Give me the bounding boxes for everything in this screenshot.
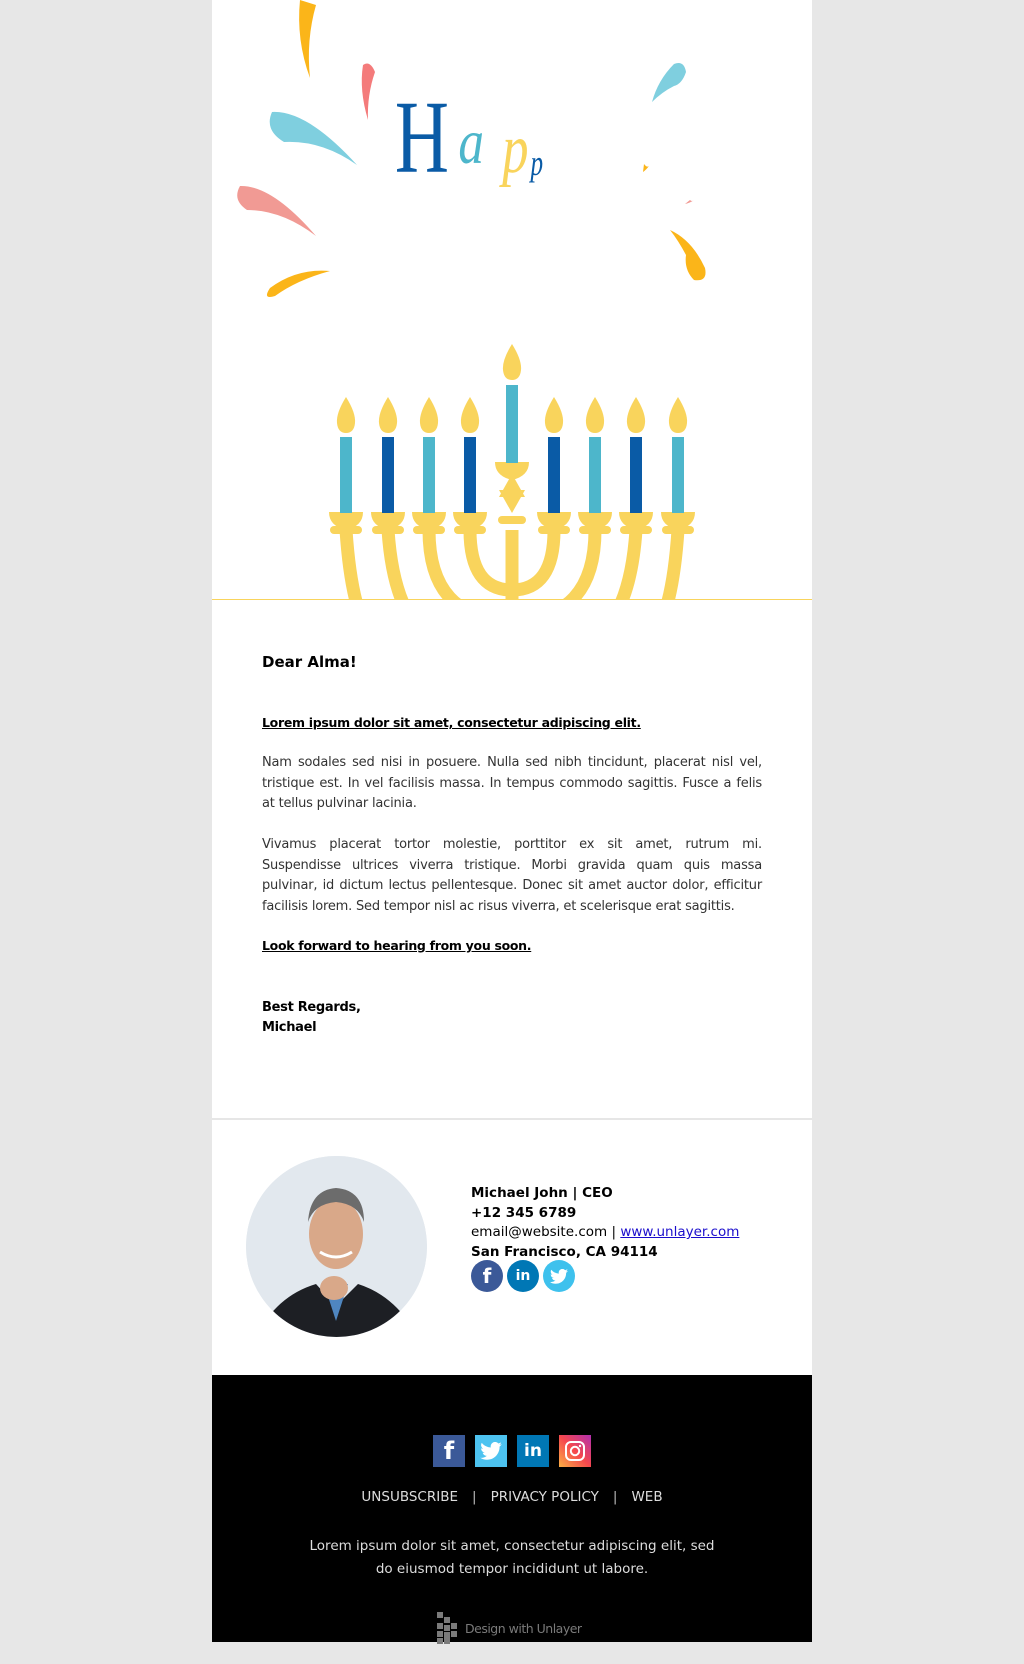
signature-details [471, 1184, 739, 1262]
signature-social-icons [471, 1260, 575, 1292]
avatar [246, 1156, 427, 1337]
footer-facebook-icon[interactable]: f [433, 1435, 465, 1467]
sign-off-text: Best Regards, [262, 1000, 361, 1015]
closing-line: Look forward to hearing from you soon. [262, 938, 532, 953]
sender-name: Michael [262, 1020, 317, 1035]
svg-text:a: a [458, 105, 484, 178]
splash-salmon [237, 186, 316, 236]
twitter-bird-icon [550, 1269, 568, 1284]
footer-instagram-icon[interactable] [559, 1435, 591, 1467]
footer-text [212, 1535, 812, 1581]
message-body [212, 600, 812, 1118]
twitter-bird-icon [480, 1442, 502, 1460]
paragraph-2: Vivamus placerat tortor molestie, porttitor ex sit amet, rutrum mi. Suspendisse ultrices viverra tristique. Morbi gravida quam quis massa pulvinar, id dictum lectus pellentesque. Donec sit amet auctor dolor, efficitur facilisis lorem. Sed tempor nisl ac risus viverra, et scelerisque erat sagittis. [262, 837, 762, 914]
signature-separator: | [611, 1224, 617, 1240]
splash-sky-left [270, 112, 357, 165]
sign-off [262, 998, 361, 1038]
splash-orange-left [267, 271, 330, 297]
footer-social-icons [212, 1435, 812, 1467]
signature-email[interactable]: email@website.com [471, 1224, 608, 1240]
unsubscribe-link[interactable]: UNSUBSCRIBE [361, 1489, 459, 1505]
privacy-policy-link[interactable]: PRIVACY POLICY [490, 1489, 599, 1505]
instagram-camera-icon [564, 1440, 586, 1462]
signature-contact-line [471, 1223, 739, 1243]
person-photo [246, 1156, 427, 1337]
svg-text:p: p [502, 110, 529, 188]
linkedin-icon[interactable]: in [507, 1260, 539, 1292]
footer-text-line-2: do eiusmod tempor incididunt ut labore. [375, 1561, 649, 1577]
signature-phone: +12 345 6789 [471, 1204, 577, 1221]
twitter-icon[interactable] [543, 1260, 575, 1292]
facebook-icon[interactable]: f [471, 1260, 503, 1292]
lead-heading: Lorem ipsum dolor sit amet, consectetur adipiscing elit. [262, 715, 641, 730]
hero-illustration [212, 0, 812, 600]
hero-banner [212, 0, 812, 600]
signature-address: San Francisco, CA 94114 [471, 1243, 658, 1260]
signature-block [212, 1120, 812, 1375]
footer-twitter-icon[interactable] [475, 1435, 507, 1467]
svg-text:p: p [530, 142, 544, 184]
footer-linkedin-icon[interactable]: in [517, 1435, 549, 1467]
svg-text:H: H [394, 79, 449, 195]
splash-orange-top [299, 0, 316, 78]
signature-website-link[interactable]: www.unlayer.com [620, 1224, 740, 1240]
link-separator: | [472, 1489, 477, 1505]
email-container [212, 0, 812, 1642]
link-separator: | [612, 1489, 618, 1505]
paragraph-1: Nam sodales sed nisi in posuere. Nulla sed nibh tincidunt, placerat nisl vel, tristique est. In vel facilisis massa. In tempus commodo sagittis. Fusce a felis at tellus pulvinar lacinia. [262, 755, 762, 812]
unlayer-logo-icon [437, 1612, 459, 1644]
footer [212, 1375, 812, 1642]
badge-label: Design with Unlayer [465, 1620, 582, 1636]
splash-pink [362, 64, 375, 120]
splash-orange-right [670, 230, 706, 280]
signature-name-title: Michael John | CEO [471, 1185, 613, 1201]
footer-text-line-1: Lorem ipsum dolor sit amet, consectetur adipiscing elit, sed [309, 1538, 715, 1554]
footer-links [212, 1489, 812, 1505]
greeting: Dear Alma! [262, 653, 357, 671]
splash-sky-right [652, 63, 686, 102]
web-link[interactable]: WEB [631, 1489, 663, 1505]
design-with-unlayer-badge[interactable] [437, 1612, 582, 1644]
